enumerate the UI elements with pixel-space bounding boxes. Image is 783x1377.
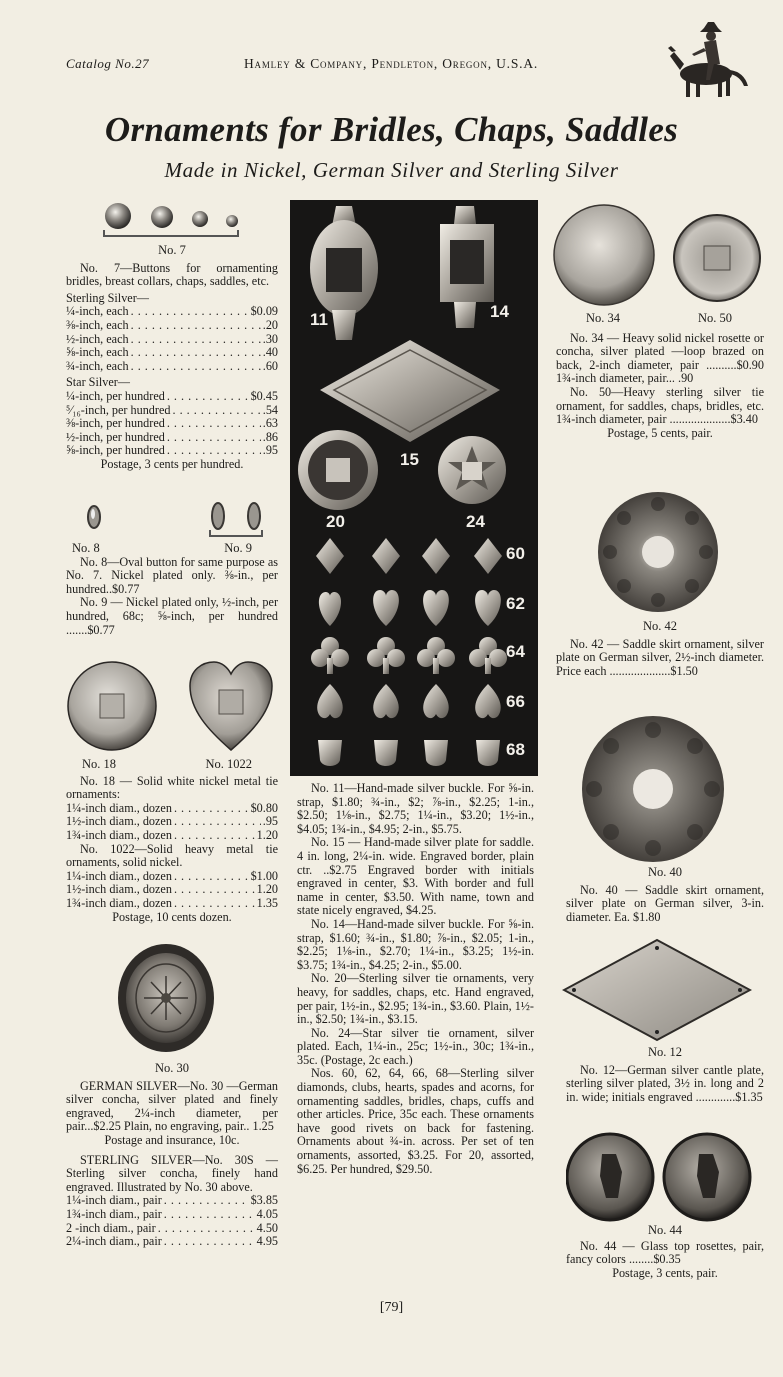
page-number: [79] xyxy=(379,1300,404,1315)
price-row-price: $0.45 xyxy=(250,388,278,403)
no11-description: No. 11—Hand-made silver buckle. For ⅝-in. strap, $1.80; ¾-in., $2; ⅞-in., $2.25; 1-in., $2.50; 1⅛-in., $2.75; 1¼-in., $3.20; 1½-in., $4.05; 1¾-in., $4.95; 2-in., $5.75. xyxy=(297,781,534,836)
no9-button-image xyxy=(204,500,268,540)
price-row xyxy=(66,897,278,911)
leader-dots xyxy=(167,390,249,404)
price-row-price: $0.09 xyxy=(250,304,278,319)
star-price-list xyxy=(66,390,278,458)
no42-description: No. 42 — Saddle skirt ornament, silver plate on German silver, 2½-inch diameter. Price each ....................$1.50 xyxy=(556,636,764,678)
no14-description: No. 14—Hand-made silver buckle. For ⅝-in. strap, $1.60; ¾-in., $1.80; ⅞-in., $2.05; 1-in., $2.25; 1⅛-in., $2.70; 1¼-in., $3.25; 1½-in. $3.75; 1¾-in., $4.25; 2-in., $5.00. xyxy=(297,916,534,972)
no7-caption: No. 7 xyxy=(158,243,186,257)
no1022-caption: No. 1022 xyxy=(205,757,252,771)
no1022-postage: Postage, 10 cents dozen. xyxy=(112,909,232,924)
leader-dots xyxy=(167,431,261,445)
price-row xyxy=(66,305,278,319)
leader-dots xyxy=(158,1222,255,1236)
price-row-size: ⅝-inch, each xyxy=(66,345,129,360)
leader-dots xyxy=(167,417,261,431)
no18-caption: No. 18 xyxy=(82,757,117,771)
price-row-price: .95 xyxy=(262,814,278,829)
no50-ornament-image xyxy=(672,212,762,304)
ornaments-photo-panel xyxy=(290,200,538,776)
leader-dots xyxy=(131,305,249,319)
no50-postage: Postage, 5 cents, pair. xyxy=(607,425,713,440)
no30-caption: No. 30 xyxy=(154,1061,190,1075)
price-row-price: .40 xyxy=(262,345,278,360)
no24-description: No. 24—Star silver tie ornament, silver plated. Each, 1¼-in., 25c; 1½-in., 30c; 1¾-in., 35c. (Postage, 2c each.) xyxy=(297,1025,534,1067)
price-row-size: 2 -inch diam., pair xyxy=(66,1220,156,1235)
no7-description: No. 7—Buttons for ornamenting bridles, breast collars, chaps, saddles, etc. xyxy=(66,260,278,289)
left-column-top xyxy=(66,244,278,472)
price-row-size: 1¾-inch diam., pair xyxy=(66,1206,162,1221)
no9-description: No. 9 — Nickel plated only, ½-inch, per hundred, 68c; ⅝-inch, per hundred .......$0.77 xyxy=(66,595,278,637)
price-row-price: .95 xyxy=(262,443,278,458)
price-row xyxy=(66,870,278,884)
no18-round-ornament-image xyxy=(66,658,158,754)
sterling-price-list xyxy=(66,305,278,373)
no34-concha-image xyxy=(552,202,656,308)
price-row-size: ⅜-inch, each xyxy=(66,317,129,332)
price-row-size: 1¾-inch diam., dozen xyxy=(66,895,172,910)
price-row xyxy=(66,319,278,333)
price-row xyxy=(66,404,278,418)
leader-dots xyxy=(174,870,249,884)
leader-dots xyxy=(131,319,261,333)
photo-label-11: 11 xyxy=(310,310,328,329)
price-row-size: 1¼-inch diam., dozen xyxy=(66,800,172,815)
no12-cantle-plate-image xyxy=(562,938,752,1042)
photo-label-68: 68 xyxy=(506,740,525,759)
no30-description: GERMAN SILVER—No. 30 —German silver concha, silver plated and finely engraved, 2¼-inch diameter, per pair...$2.25 Plain, no engraving, pair.. 1.25 xyxy=(66,1078,278,1134)
photo-label-14: 14 xyxy=(490,302,509,321)
left-column-no18-no1022 xyxy=(66,758,278,924)
price-row xyxy=(66,829,278,843)
price-row xyxy=(66,802,278,816)
no44-caption: No. 44 xyxy=(647,1223,683,1237)
no1022-description: No. 1022—Solid heavy metal tie ornaments, solid nickel. xyxy=(66,841,278,870)
no44-glass-rosettes-image xyxy=(566,1132,752,1222)
no30s-description: STERLING SILVER—No. 30S — Sterling silver concha, finely hand engraved. Illustrated by No. 30 above. xyxy=(66,1152,278,1194)
no12-description: No. 12—German silver cantle plate, sterling silver plated, 3½ in. long and 2 in. wide; initials engraved .............$1.35 xyxy=(566,1062,764,1104)
price-row-size: ½-inch, each xyxy=(66,331,129,346)
price-row-price: 1.35 xyxy=(256,895,278,910)
no8-oval-button-image xyxy=(84,502,104,532)
price-row-size: ⅜-inch, per hundred xyxy=(66,416,165,431)
price-row xyxy=(66,444,278,458)
no9-caption: No. 9 xyxy=(224,541,252,555)
leader-dots xyxy=(164,1235,255,1249)
no42-caption: No. 42 xyxy=(642,619,678,633)
price-row-size: ⅝-inch, per hundred xyxy=(66,443,165,458)
leader-dots xyxy=(172,404,260,418)
price-row xyxy=(66,390,278,404)
company-name: Hamley & Company, Pendleton, Oregon, U.S.A. xyxy=(244,56,539,71)
no8-caption: No. 8 xyxy=(72,541,100,555)
sterling-silver-heading: Sterling Silver— xyxy=(66,290,149,305)
right-column-no40 xyxy=(566,866,764,924)
price-row-price: .86 xyxy=(262,429,278,444)
right-column-no12 xyxy=(566,1046,764,1104)
price-row xyxy=(66,1222,278,1236)
price-row xyxy=(66,417,278,431)
price-row-price: 4.05 xyxy=(256,1206,278,1221)
price-row-size: 1¾-inch diam., dozen xyxy=(66,827,172,842)
nos60-68-description: Nos. 60, 62, 64, 66, 68—Sterling silver diamonds, clubs, hearts, spades and acorns, for ornamenting saddles, bridles, chaps, cuffs and other articles. Price, 35c each. These ornaments have good rivets on back for fastening. Ornaments about ¾-in. across. Per set of ten ornaments, assorted, $3.25. For 20, assorted, $6.25. Per hundred, $29.50. xyxy=(297,1066,534,1176)
no40-caption: No. 40 xyxy=(647,865,683,879)
price-row-size: 1¼-inch diam., dozen xyxy=(66,868,172,883)
leader-dots xyxy=(164,1194,249,1208)
no50-caption: No. 50 xyxy=(697,311,732,325)
price-row xyxy=(66,1194,278,1208)
no42-skirt-ornament-image xyxy=(596,490,720,614)
price-row-price: 4.50 xyxy=(256,1220,278,1235)
no7-postage: Postage, 3 cents per hundred. xyxy=(100,456,244,471)
price-row xyxy=(66,333,278,347)
leader-dots xyxy=(174,802,249,816)
photo-label-60: 60 xyxy=(506,544,525,563)
price-row-size: 1½-inch diam., dozen xyxy=(66,882,172,897)
no18-description: No. 18 — Solid white nickel metal tie ornaments: xyxy=(66,773,278,802)
price-row xyxy=(66,883,278,897)
no34-description: No. 34 — Heavy solid nickel rosette or concha, silver plated —loop brazed on back, 2-inch diameter, pair ..........$0.90 1¾-inch diameter, pair... .90 xyxy=(556,330,764,386)
left-column-no30 xyxy=(66,1062,278,1249)
no30-concha-image xyxy=(116,942,216,1054)
leader-dots xyxy=(131,360,261,374)
no44-postage: Postage, 3 cents, pair. xyxy=(612,1265,718,1280)
right-column-no44 xyxy=(566,1224,764,1280)
no18-price-list xyxy=(66,802,278,843)
photo-label-15: 15 xyxy=(400,450,419,469)
photo-label-20: 20 xyxy=(326,512,345,531)
page-subtitle: Made in Nickel, German Silver and Sterling Silver xyxy=(164,158,619,182)
leader-dots xyxy=(167,444,261,458)
price-row xyxy=(66,1235,278,1249)
no50-description: No. 50—Heavy sterling silver tie ornament, for saddles, chaps, bridles, etc. 1¾-inch diameter, pair ....................$3.40 xyxy=(556,384,764,427)
no30s-price-list xyxy=(66,1194,278,1248)
no34-caption: No. 34 xyxy=(586,311,621,325)
price-row-size: ¾-inch, each xyxy=(66,358,129,373)
right-column-top xyxy=(556,312,764,440)
right-column-no42 xyxy=(556,620,764,678)
price-row-price: .30 xyxy=(262,331,278,346)
no44-description: No. 44 — Glass top rosettes, pair, fancy colors ........$0.35 xyxy=(566,1238,764,1267)
price-row-size: ¼-inch, per hundred xyxy=(66,388,165,403)
price-row xyxy=(66,431,278,445)
price-row xyxy=(66,346,278,360)
price-row-size: ¼-inch, each xyxy=(66,304,129,319)
star-silver-heading: Star Silver— xyxy=(66,375,130,390)
no30-postage: Postage and insurance, 10c. xyxy=(104,1132,240,1147)
no8-description: No. 8—Oval button for same purpose as No. 7. Nickel plated only. ⅜-in., per hundred..$0.77 xyxy=(66,554,278,596)
price-row-size: 1¼-inch diam., pair xyxy=(66,1193,162,1208)
photo-label-62: 62 xyxy=(506,594,525,613)
price-row-price: .54 xyxy=(262,402,278,417)
price-row-price: .20 xyxy=(262,317,278,332)
price-row xyxy=(66,815,278,829)
catalog-number: Catalog No.27 xyxy=(66,56,150,71)
price-row-size: ½-inch, per hundred xyxy=(66,429,165,444)
leader-dots xyxy=(174,883,255,897)
photo-label-24: 24 xyxy=(466,512,485,531)
leader-dots xyxy=(131,346,261,360)
leader-dots xyxy=(174,897,255,911)
price-row-price: $3.85 xyxy=(250,1193,278,1208)
leader-dots xyxy=(174,815,261,829)
price-row-price: 1.20 xyxy=(256,882,278,897)
no20-description: No. 20—Sterling silver tie ornaments, very heavy, for saddles, chaps, etc. Hand engraved, per pair, 1½-in., $2.95; 1¾-in., $3.60. Plain, 1½-in., $2.50; 1¾-in., $3.15. xyxy=(297,971,534,1027)
no1022-heart-ornament-image xyxy=(188,660,274,752)
leader-dots xyxy=(131,333,261,347)
photo-label-64: 64 xyxy=(506,642,525,661)
price-row xyxy=(66,1208,278,1222)
price-row-price: $1.00 xyxy=(250,868,278,883)
left-column-no8-no9 xyxy=(66,542,278,637)
leader-dots xyxy=(174,829,255,843)
price-row-price: .60 xyxy=(262,358,278,373)
price-row-price: 1.20 xyxy=(256,827,278,842)
cowboy-on-horse-icon xyxy=(668,18,752,100)
price-row xyxy=(66,360,278,374)
price-row-size: ⁵⁄₁₆-inch, per hundred xyxy=(66,402,171,417)
leader-dots xyxy=(164,1208,255,1222)
price-row-price: 4.95 xyxy=(256,1234,278,1249)
price-row-price: .63 xyxy=(262,416,278,431)
no12-caption: No. 12 xyxy=(647,1045,683,1059)
no40-skirt-ornament-image xyxy=(580,714,726,864)
photo-label-66: 66 xyxy=(506,692,525,711)
price-row-size: 2¼-inch diam., pair xyxy=(66,1234,162,1249)
middle-column-text xyxy=(297,782,534,1176)
price-row-size: 1½-inch diam., dozen xyxy=(66,814,172,829)
no7-buttons-image xyxy=(102,200,242,244)
page-title: Ornaments for Bridles, Chaps, Saddles xyxy=(104,110,679,149)
price-row-price: $0.80 xyxy=(250,800,278,815)
no15-description: No. 15 — Hand-made silver plate for saddle. 4 in. long, 2¼-in. wide. Engraved border, plain ctr. ..$2.75 Engraved border with initials engraved in center, $3. With border and full name in center, $3.50. With name, town and state nicely engraved, $4.25. xyxy=(297,835,534,918)
no1022-price-list xyxy=(66,870,278,911)
no40-description: No. 40 — Saddle skirt ornament, silver plate on German silver, 3-in. diameter. Ea. $1.80 xyxy=(566,882,764,924)
